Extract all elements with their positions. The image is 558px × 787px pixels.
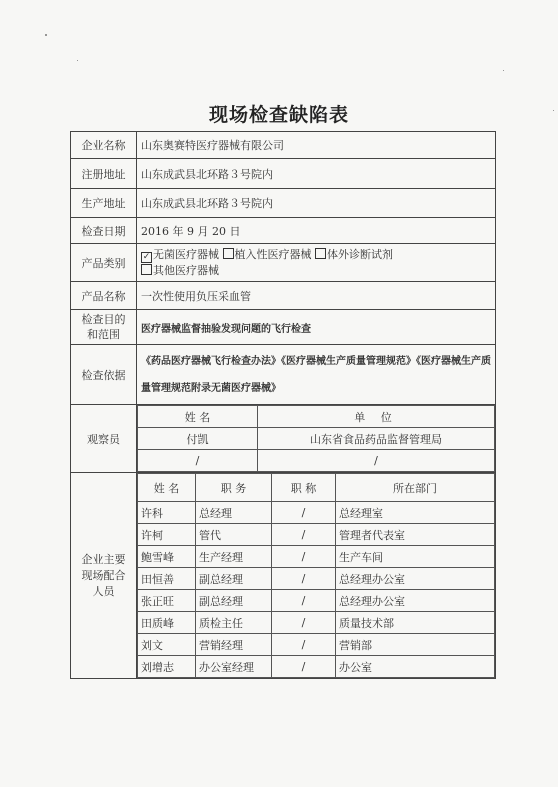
prod-address-value: 山东成武县北环路３号院内 <box>137 189 496 218</box>
staff-position: 副总经理 <box>196 568 272 590</box>
observer-header-unit: 单 位 <box>258 406 495 428</box>
staff-name: 刘增志 <box>138 656 196 678</box>
staff-position: 总经理 <box>196 502 272 524</box>
checkbox-icon <box>223 248 234 259</box>
staff-dept: 总经理办公室 <box>336 590 495 612</box>
table-row <box>138 612 495 634</box>
staff-section <box>71 473 496 679</box>
category-option-sterile[interactable]: ✓ 无菌医疗器械 <box>142 247 219 262</box>
staff-title: / <box>272 612 336 634</box>
staff-name: 张正旺 <box>138 590 196 612</box>
staff-dept: 总经理办公室 <box>336 568 495 590</box>
paper-speck <box>45 34 47 36</box>
prod-address-row <box>71 189 496 218</box>
staff-title: / <box>272 502 336 524</box>
purpose-value: 医疗器械监督抽验发现问题的飞行检查 <box>137 310 496 345</box>
staff-dept: 生产车间 <box>336 546 495 568</box>
table-row <box>138 568 495 590</box>
staff-dept: 办公室 <box>336 656 495 678</box>
company-value: 山东奥赛特医疗器械有限公司 <box>137 132 496 159</box>
checkbox-icon <box>141 264 152 275</box>
staff-position: 质检主任 <box>196 612 272 634</box>
staff-label: 企业主要 现场配合 人员 <box>71 473 137 679</box>
observer-header-name: 姓 名 <box>138 406 258 428</box>
checkbox-checked-icon: ✓ <box>142 251 151 262</box>
staff-table <box>137 473 495 678</box>
staff-name: 田恒善 <box>138 568 196 590</box>
staff-name: 田质峰 <box>138 612 196 634</box>
reg-address-row <box>71 159 496 189</box>
staff-position: 营销经理 <box>196 634 272 656</box>
observer-section <box>71 405 496 473</box>
company-label: 企业名称 <box>71 132 137 159</box>
staff-name: 许科 <box>138 502 196 524</box>
table-row <box>138 502 495 524</box>
category-option-implant[interactable]: 植入性医疗器械 <box>223 248 312 261</box>
category-label: 产品类别 <box>71 244 137 282</box>
staff-dept: 营销部 <box>336 634 495 656</box>
company-row <box>71 132 496 159</box>
table-row <box>138 524 495 546</box>
staff-name: 刘文 <box>138 634 196 656</box>
page-title: 现场检查缺陷表 <box>208 104 349 126</box>
table-row <box>138 634 495 656</box>
category-row <box>71 244 496 282</box>
product-value: 一次性使用负压采血管 <box>137 282 496 310</box>
category-option-other[interactable]: 其他医疗器械 <box>141 264 219 277</box>
observer-table <box>137 405 495 472</box>
purpose-label: 检查目的 和范围 <box>71 310 137 345</box>
staff-dept: 质量技术部 <box>336 612 495 634</box>
basis-row <box>71 345 496 405</box>
staff-dept: 管理者代表室 <box>336 524 495 546</box>
staff-header-title: 职 称 <box>272 474 336 502</box>
observer-name: / <box>138 450 258 472</box>
staff-header-row <box>138 474 495 502</box>
staff-title: / <box>272 546 336 568</box>
table-row <box>138 428 495 450</box>
observer-name: 付凯 <box>138 428 258 450</box>
checkbox-icon <box>315 248 326 259</box>
date-value: 2016 年 9 月 20 日 <box>137 218 496 244</box>
observer-header-row <box>138 406 495 428</box>
purpose-row <box>71 310 496 345</box>
prod-address-label: 生产地址 <box>71 189 137 218</box>
category-option-ivd[interactable]: 体外诊断试剂 <box>315 248 393 261</box>
table-row <box>138 546 495 568</box>
staff-name: 鲍雪峰 <box>138 546 196 568</box>
staff-dept: 总经理室 <box>336 502 495 524</box>
product-row <box>71 282 496 310</box>
table-row <box>138 656 495 678</box>
staff-header-name: 姓 名 <box>138 474 196 502</box>
inspection-form-table <box>70 131 496 679</box>
observer-unit: / <box>258 450 495 472</box>
category-options <box>137 244 496 282</box>
basis-value: 《药品医疗器械飞行检查办法》《医疗器械生产质量管理规范》《医疗器械生产质量管理规范附录无菌医疗器械》 <box>137 345 496 405</box>
product-label: 产品名称 <box>71 282 137 310</box>
reg-address-value: 山东成武县北环路３号院内 <box>137 159 496 189</box>
staff-position: 副总经理 <box>196 590 272 612</box>
staff-name: 许柯 <box>138 524 196 546</box>
table-row <box>138 590 495 612</box>
staff-title: / <box>272 634 336 656</box>
observer-label: 观察员 <box>71 405 137 473</box>
staff-title: / <box>272 590 336 612</box>
reg-address-label: 注册地址 <box>71 159 137 189</box>
staff-title: / <box>272 524 336 546</box>
staff-position: 办公室经理 <box>196 656 272 678</box>
table-row <box>138 450 495 472</box>
date-label: 检查日期 <box>71 218 137 244</box>
staff-title: / <box>272 568 336 590</box>
staff-header-dept: 所在部门 <box>336 474 495 502</box>
observer-unit: 山东省食品药品监督管理局 <box>258 428 495 450</box>
staff-position: 管代 <box>196 524 272 546</box>
basis-label: 检查依据 <box>71 345 137 405</box>
staff-position: 生产经理 <box>196 546 272 568</box>
staff-title: / <box>272 656 336 678</box>
date-row <box>71 218 496 244</box>
paper-speck <box>77 60 78 61</box>
staff-header-position: 职 务 <box>196 474 272 502</box>
paper-speck <box>503 70 504 71</box>
